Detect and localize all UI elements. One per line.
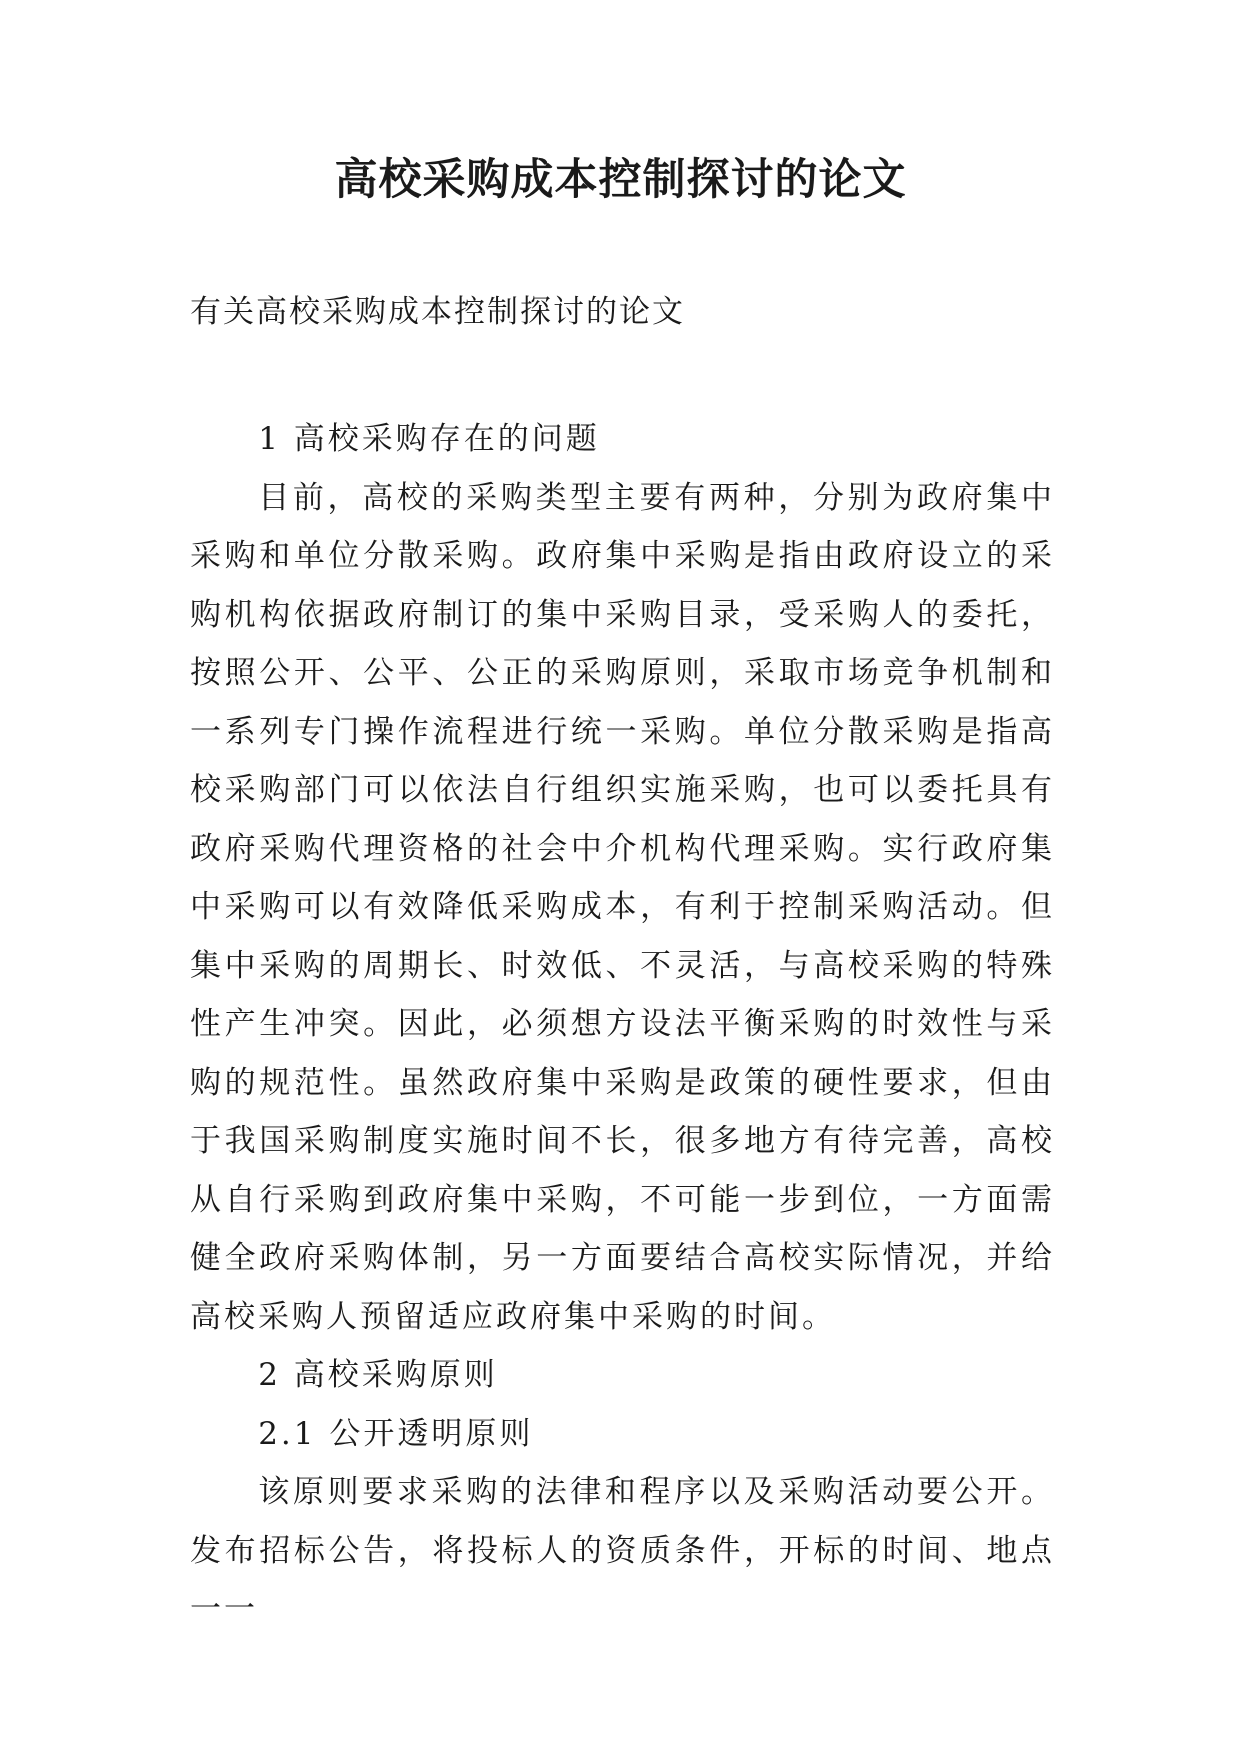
section-heading-2: 2 高校采购原则: [258, 1357, 498, 1393]
document-subtitle: 有关高校采购成本控制探讨的论文: [190, 294, 685, 330]
document-body: [190, 410, 1055, 1639]
document-title: 高校采购成本控制探讨的论文: [334, 155, 907, 205]
subsection-heading-2-1: 2.1 公开透明原则: [258, 1415, 534, 1452]
section-heading-1: 1 高校采购存在的问题: [258, 421, 600, 457]
body-paragraph: 目前，高校的采购类型主要有两种，分别为政府集中采购和单位分散采购。政府集中采购是指由政府设立的采购机构依据政府制订的集中采购目录，受采购人的委托，按照公开、公平、公正的采购原则，采取市场竞争机制和一系列专门操作流程进行统一采购。单位分散采购是指高校采购部门可以依法自行组织实施采购，也可以委托具有政府采购代理资格的社会中介机构代理采购。实行政府集中采购可以有效降低采购成本，有利于控制采购活动。但集中采购的周期长、时效低、不灵活，与高校采购的特殊性产生冲突。因此，必须想方设法平衡采购的时效性与采购的规范性。虽然政府集中采购是政策的硬性要求，但由于我国采购制度实施时间不长，很多地方有待完善，高校从自行采购到政府集中采购，不可能一步到位，一方面需健全政府采购体制，另一方面要结合高校实际情况，并给高校采购人预留适应政府集中采购的时间。: [190, 479, 1055, 1335]
body-paragraph: 该原则要求采购的法律和程序以及采购活动要公开。发布招标公告，将投标人的资质条件，开标的时间、地点一一: [190, 1474, 1055, 1627]
